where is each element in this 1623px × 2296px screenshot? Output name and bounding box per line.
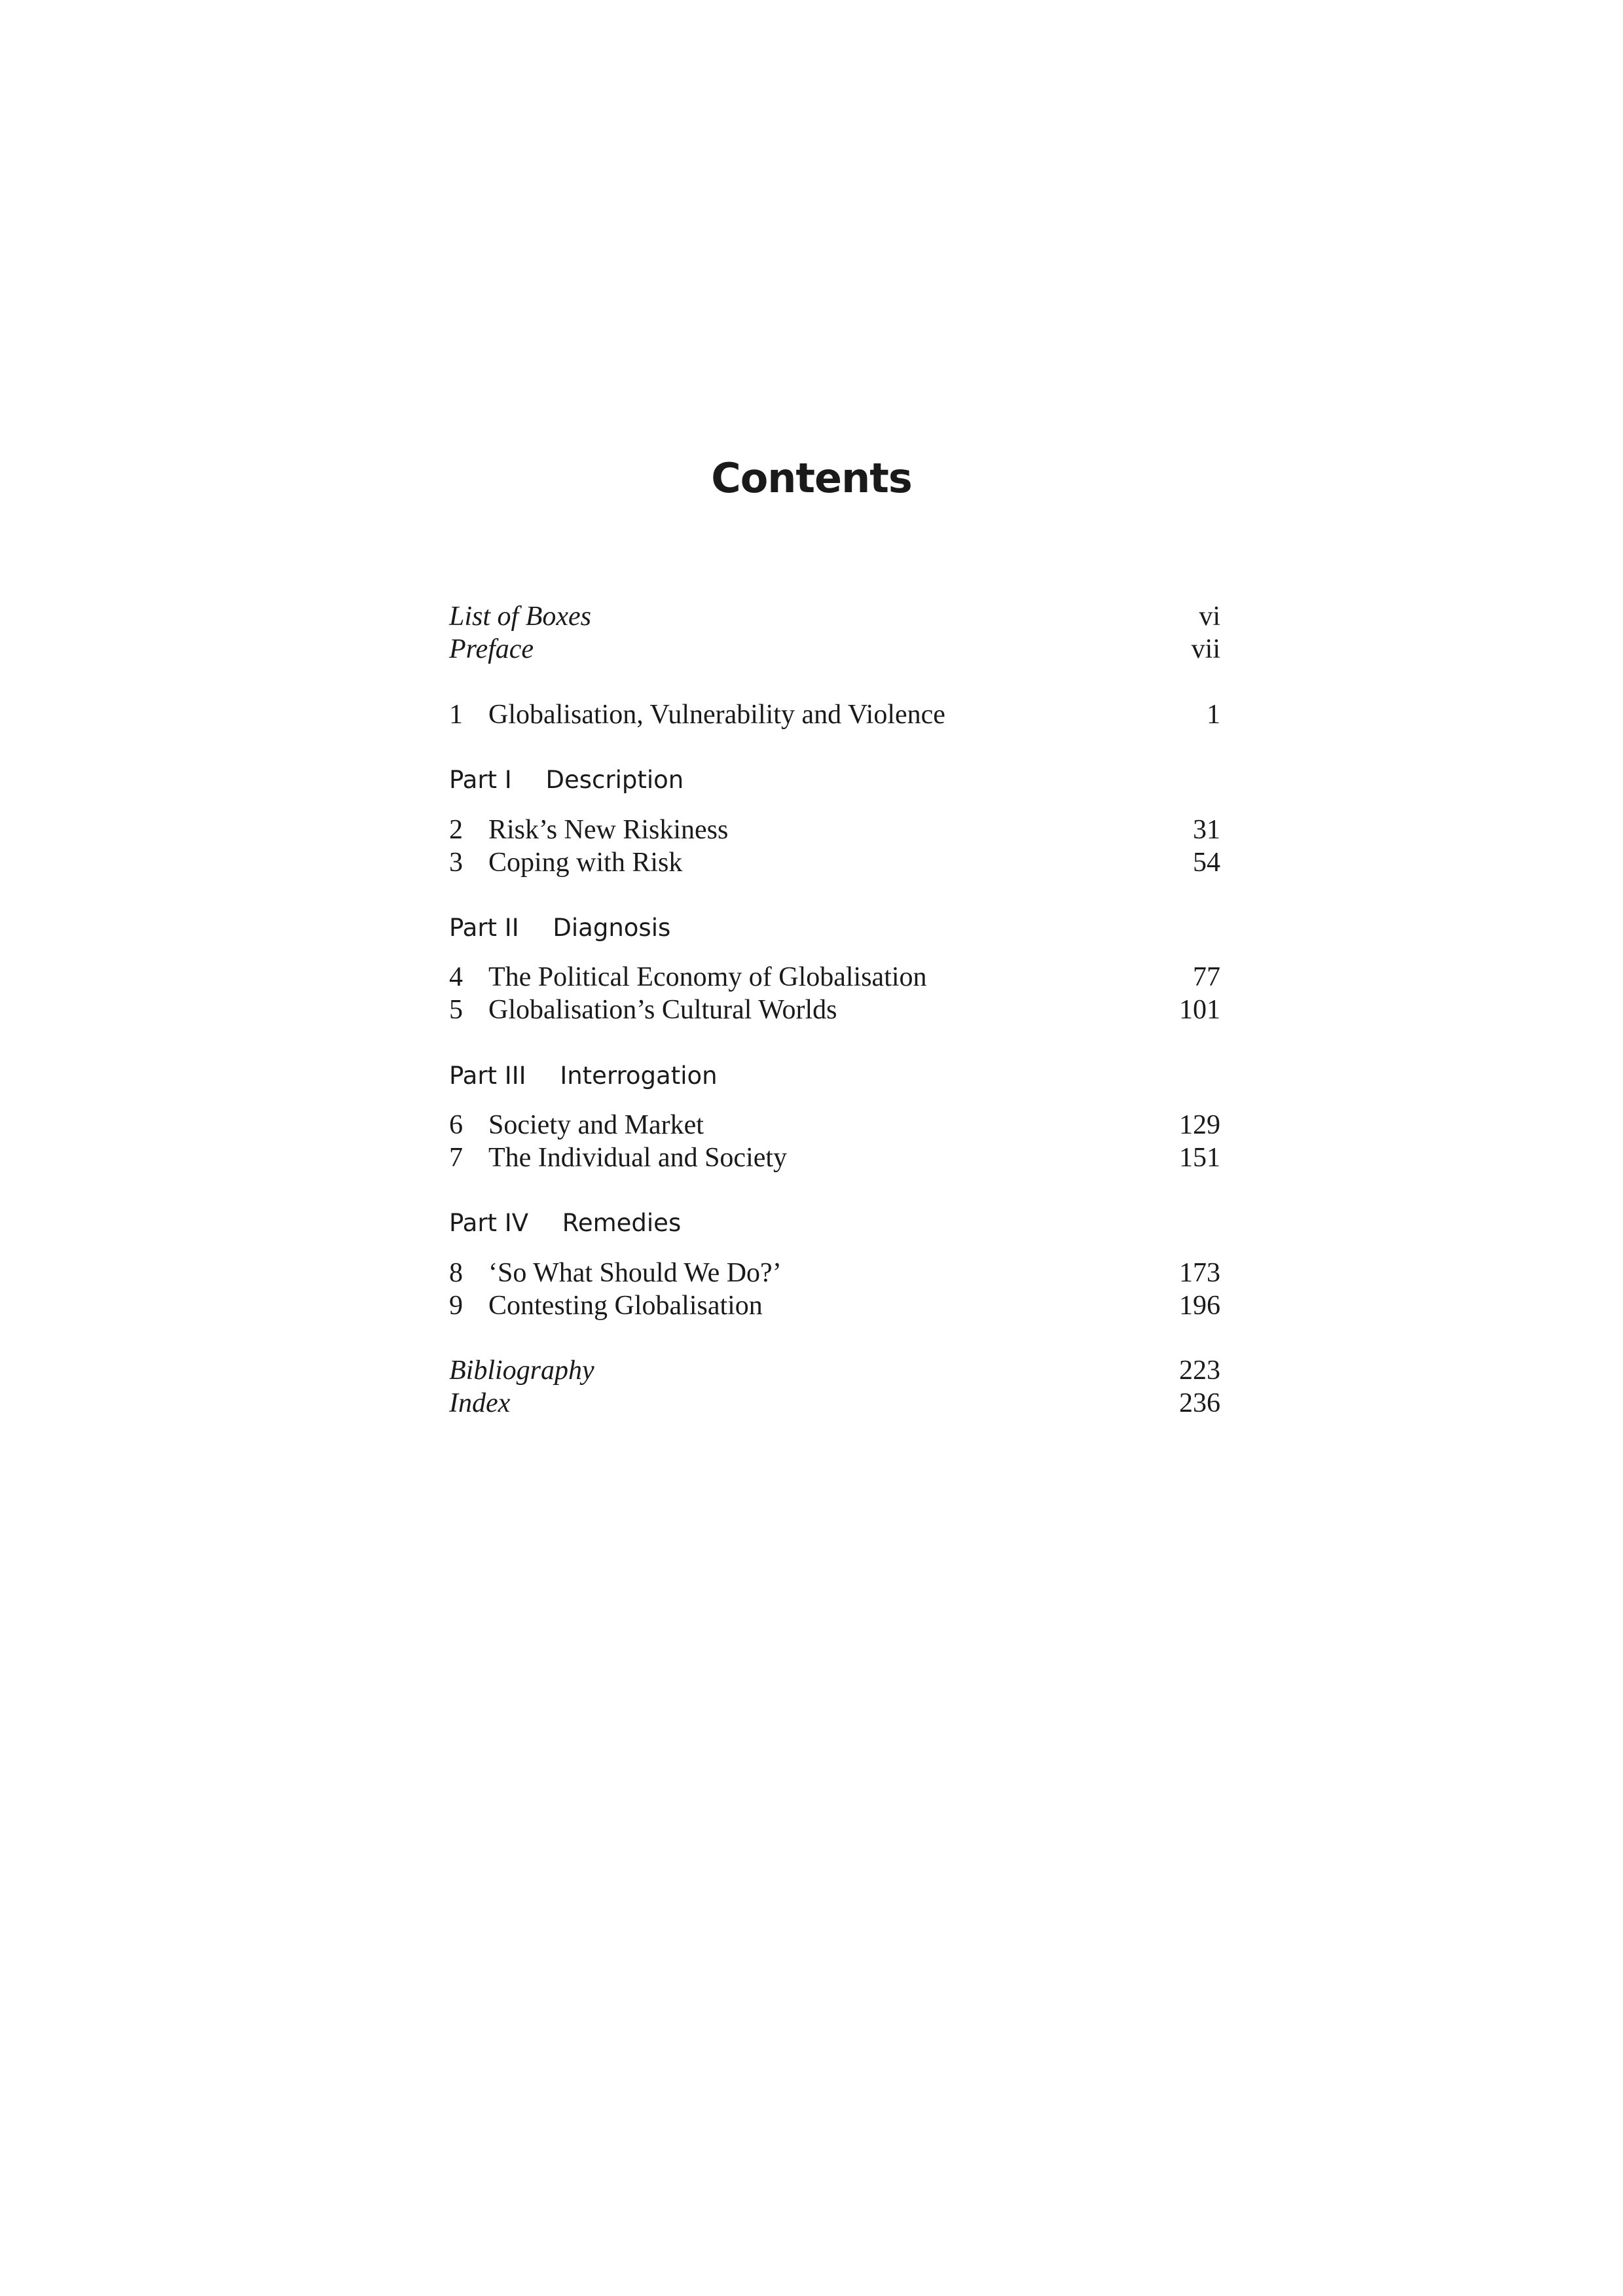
chapter-number: 5 xyxy=(449,995,463,1025)
part-label: Part III xyxy=(449,1062,526,1090)
chapter-page: 77 xyxy=(1193,962,1220,992)
chapter-title: Globalisation, Vulnerability and Violence xyxy=(488,700,945,730)
toc-entry-chapter-3[interactable] xyxy=(449,846,1220,880)
chapter-title: ‘So What Should We Do?’ xyxy=(488,1258,782,1288)
chapter-title: The Political Economy of Globalisation xyxy=(488,962,927,992)
chapter-number: 8 xyxy=(449,1258,463,1288)
toc-entry-title: Bibliography xyxy=(449,1355,594,1386)
chapter-page: 129 xyxy=(1179,1110,1220,1140)
toc-entry-page: 223 xyxy=(1179,1355,1220,1386)
chapter-number: 4 xyxy=(449,962,463,992)
toc-entry-page: vi xyxy=(1199,601,1220,632)
chapter-number: 9 xyxy=(449,1291,463,1321)
chapter-page: 1 xyxy=(1207,700,1220,730)
toc-entry-page: vii xyxy=(1191,634,1220,664)
page-title: Contents xyxy=(711,454,912,502)
chapter-title: Contesting Globalisation xyxy=(488,1291,763,1321)
part-name: Diagnosis xyxy=(553,914,671,942)
chapter-number: 3 xyxy=(449,848,463,878)
part-heading-1 xyxy=(449,763,684,797)
part-heading-2 xyxy=(449,911,670,945)
chapter-title: Society and Market xyxy=(488,1110,704,1140)
part-heading-3 xyxy=(449,1059,718,1093)
chapter-title: The Individual and Society xyxy=(488,1143,788,1173)
part-label: Part II xyxy=(449,914,519,942)
toc-entry-title: List of Boxes xyxy=(449,601,591,632)
toc-entry-chapter-5[interactable] xyxy=(449,993,1220,1027)
chapter-page: 173 xyxy=(1179,1258,1220,1288)
part-label: Part IV xyxy=(449,1209,529,1237)
part-heading-4 xyxy=(449,1206,681,1240)
toc-entry-chapter-6[interactable] xyxy=(449,1108,1220,1142)
toc-entry-page: 236 xyxy=(1179,1388,1220,1418)
chapter-page: 151 xyxy=(1179,1143,1220,1173)
toc-entry-chapter-2[interactable] xyxy=(449,813,1220,847)
chapter-number: 6 xyxy=(449,1110,463,1140)
toc-entry-preface[interactable] xyxy=(449,632,1220,666)
part-label: Part I xyxy=(449,766,512,794)
chapter-page: 31 xyxy=(1193,815,1220,845)
chapter-number: 1 xyxy=(449,700,463,730)
chapter-title: Risk’s New Riskiness xyxy=(488,815,729,845)
toc-entry-title: Index xyxy=(449,1388,511,1418)
part-name: Description xyxy=(545,766,684,794)
toc-entry-chapter-4[interactable] xyxy=(449,960,1220,994)
toc-entry-bibliography[interactable] xyxy=(449,1354,1220,1388)
chapter-title: Globalisation’s Cultural Worlds xyxy=(488,995,837,1025)
part-name: Interrogation xyxy=(560,1062,718,1090)
chapter-title: Coping with Risk xyxy=(488,848,683,878)
toc-entry-list-of-boxes[interactable] xyxy=(449,600,1220,634)
toc-entry-index[interactable] xyxy=(449,1386,1220,1420)
chapter-number: 2 xyxy=(449,815,463,845)
toc-entry-chapter-1[interactable] xyxy=(449,698,1220,732)
part-name: Remedies xyxy=(562,1209,682,1237)
chapter-page: 101 xyxy=(1179,995,1220,1025)
chapter-number: 7 xyxy=(449,1143,463,1173)
chapter-page: 54 xyxy=(1193,848,1220,878)
chapter-page: 196 xyxy=(1179,1291,1220,1321)
toc-entry-chapter-9[interactable] xyxy=(449,1289,1220,1323)
toc-entry-title: Preface xyxy=(449,634,534,664)
toc-entry-chapter-7[interactable] xyxy=(449,1141,1220,1175)
toc-entry-chapter-8[interactable] xyxy=(449,1256,1220,1290)
